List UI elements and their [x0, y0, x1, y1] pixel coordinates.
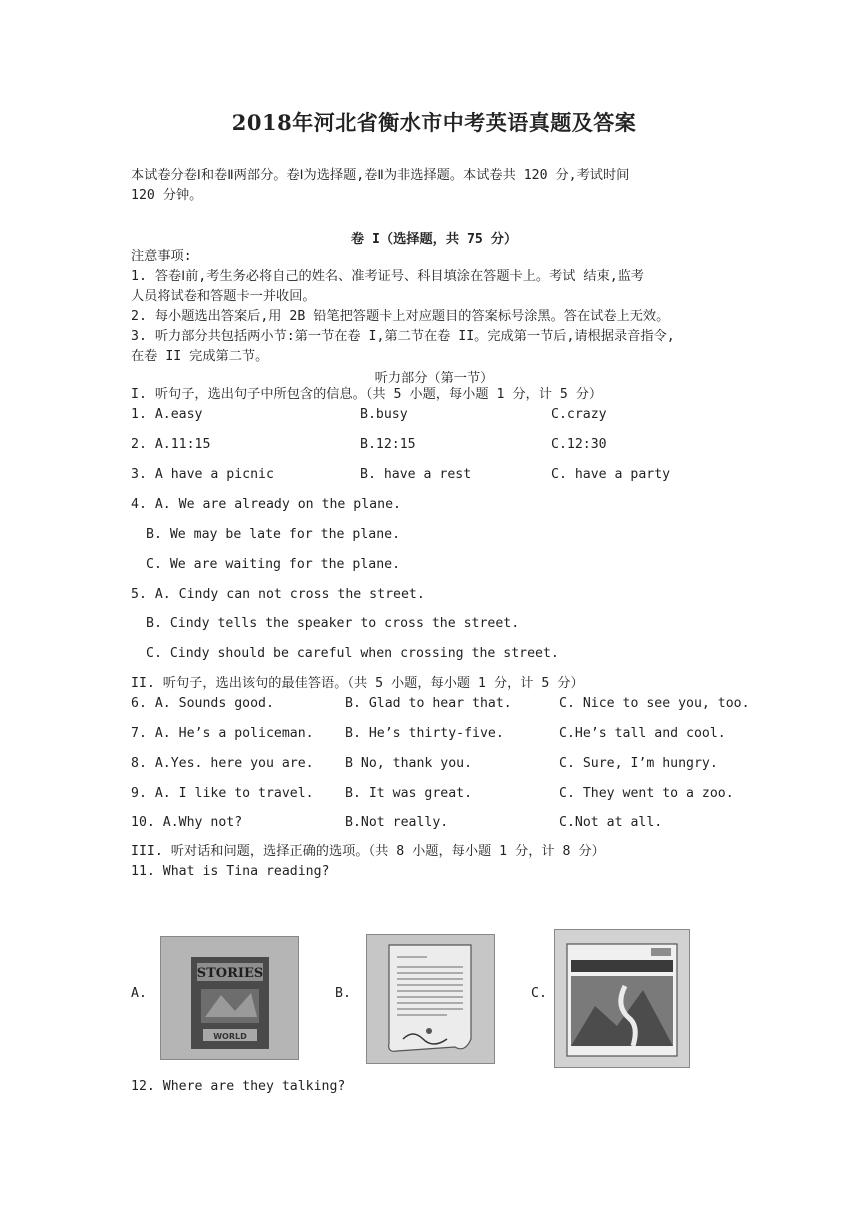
q8-option-a: 8. A.Yes. here you are. — [131, 756, 314, 771]
listening-heading: 听力部分（第一节） — [374, 371, 494, 386]
part-3-heading: III. 听对话和问题，选择正确的选项。（共 8 小题，每小题 1 分，计 8 分） — [131, 844, 605, 859]
intro-text-continued: 120 分钟。 — [131, 188, 203, 203]
notes-heading: 注意事项: — [131, 249, 192, 264]
q11-option-b-label: B. — [335, 986, 351, 1001]
q2-option-c: C.12:30 — [551, 437, 607, 452]
q4-option-b: B. We may be late for the plane. — [146, 527, 401, 542]
q2-option-a: 2. A.11:15 — [131, 437, 211, 452]
question-11: 11. What is Tina reading? — [131, 864, 330, 879]
q7-option-c: C.He’s tall and cool. — [559, 726, 726, 741]
q11-image-a-title: STORIES — [196, 966, 264, 981]
note-1-continued: 人员将试卷和答题卡一并收回。 — [131, 289, 316, 304]
note-3: 3. 听力部分共包括两小节:第一节在卷 I,第二节在卷 II。完成第一节后,请根据录音指令, — [131, 329, 675, 344]
q3-option-a: 3. A have a picnic — [131, 467, 274, 482]
q4-option-a: 4. A. We are already on the plane. — [131, 497, 401, 512]
q8-option-c: C. Sure, I’m hungry. — [559, 756, 718, 771]
q10-option-c: C.Not at all. — [559, 815, 663, 830]
q6-option-a: 6. A. Sounds good. — [131, 696, 274, 711]
part-2-heading: II. 听句子，选出该句的最佳答语。（共 5 小题，每小题 1 分，计 5 分） — [131, 676, 584, 691]
q5-option-a: 5. A. Cindy can not cross the street. — [131, 587, 425, 602]
q10-option-a: 10. A.Why not? — [131, 815, 243, 830]
note-2: 2. 每小题选出答案后,用 2B 铅笔把答题卡上对应题目的答案标号涂黑。答在试卷上无效。 — [131, 309, 670, 324]
q4-option-c: C. We are waiting for the plane. — [146, 557, 401, 572]
q1-option-c: C.crazy — [551, 407, 607, 422]
q11-option-c-label: C. — [531, 986, 547, 1001]
q11-option-a-label: A. — [131, 986, 147, 1001]
q3-option-b: B. have a rest — [360, 467, 472, 482]
q9-option-a: 9. A. I like to travel. — [131, 786, 314, 801]
q11-image-a-subtitle: WORLD — [213, 1032, 247, 1041]
q7-option-a: 7. A. He’s a policeman. — [131, 726, 314, 741]
q11-option-a-image — [160, 936, 299, 1060]
note-3-continued: 在卷 II 完成第二节。 — [131, 349, 269, 364]
section-heading: 卷 I（选择题，共 75 分） — [350, 232, 518, 247]
q1-option-b: B.busy — [360, 407, 408, 422]
q9-option-c: C. They went to a zoo. — [559, 786, 734, 801]
q8-option-b: B No, thank you. — [345, 756, 473, 771]
intro-text: 本试卷分卷Ⅰ和卷Ⅱ两部分。卷Ⅰ为选择题,卷Ⅱ为非选择题。本试卷共 120 分,考试时间 — [131, 168, 630, 183]
q6-option-c: C. Nice to see you, too. — [559, 696, 750, 711]
q3-option-c: C. have a party — [551, 467, 671, 482]
q5-option-b: B. Cindy tells the speaker to cross the street. — [146, 616, 520, 631]
q5-option-c: C. Cindy should be careful when crossing the street. — [146, 646, 559, 661]
q2-option-b: B.12:15 — [360, 437, 416, 452]
q11-option-c-image — [554, 929, 690, 1068]
note-1: 1. 答卷Ⅰ前,考生务必将自己的姓名、准考证号、科目填涂在答题卡上。考试 结束,监考 — [131, 269, 645, 284]
q1-option-a: 1. A.easy — [131, 407, 203, 422]
part-1-heading: I. 听句子，选出句子中所包含的信息。（共 5 小题，每小题 1 分，计 5 分） — [131, 387, 603, 402]
q10-option-b: B.Not really. — [345, 815, 449, 830]
q6-option-b: B. Glad to hear that. — [345, 696, 512, 711]
q11-option-b-image — [366, 934, 495, 1064]
q9-option-b: B. It was great. — [345, 786, 473, 801]
question-12: 12. Where are they talking? — [131, 1079, 346, 1094]
page-title: 2018年河北省衡水市中考英语真题及答案 — [231, 110, 637, 135]
q7-option-b: B. He’s thirty-five. — [345, 726, 504, 741]
